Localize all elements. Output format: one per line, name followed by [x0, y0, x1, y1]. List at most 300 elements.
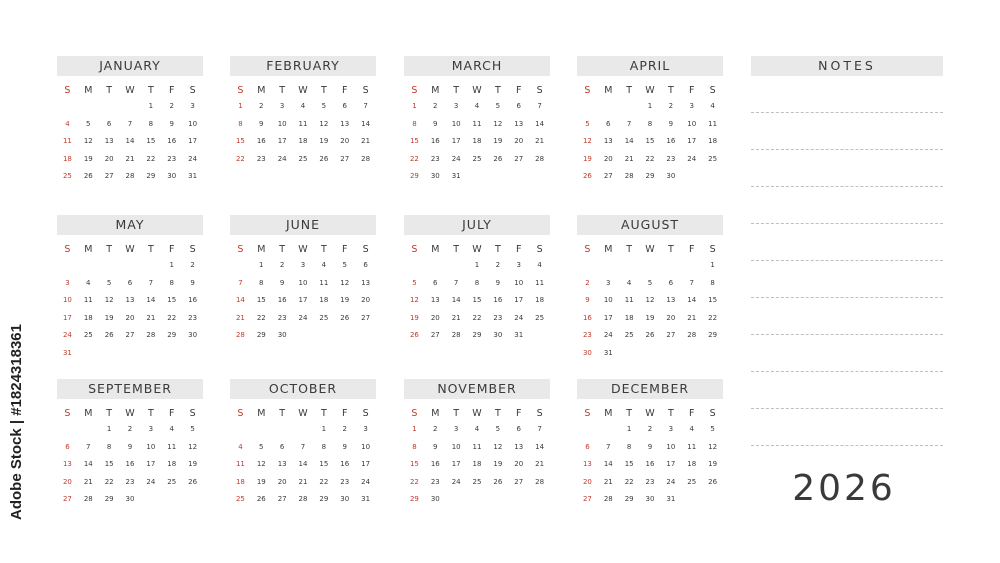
day-cell: 4 — [238, 442, 243, 451]
day-cell: 12 — [188, 442, 198, 451]
day-cell — [230, 257, 251, 275]
day-cell: 27 — [125, 331, 135, 340]
day-cell: 24 — [603, 331, 613, 340]
day-cell: 6 — [516, 425, 521, 433]
week-row — [404, 168, 550, 186]
day-cell: 10 — [687, 119, 697, 128]
day-cell: 17 — [451, 137, 461, 146]
day-cell: 8 — [412, 119, 417, 128]
week-row — [230, 439, 376, 457]
day-cell: 27 — [514, 477, 524, 486]
note-line — [751, 113, 943, 150]
day-cell: 7 — [689, 278, 694, 287]
day-cell: 10 — [451, 119, 461, 128]
day-cell — [334, 327, 355, 345]
day-cell: 10 — [146, 442, 156, 451]
day-cell: 20 — [340, 137, 350, 146]
week-row — [230, 310, 376, 328]
day-cell: 30 — [493, 331, 503, 340]
month-november — [404, 379, 550, 509]
day-cell: 9 — [127, 442, 133, 451]
day-cell — [640, 257, 661, 275]
day-cell: 14 — [146, 296, 156, 305]
day-cell: 28 — [687, 331, 697, 340]
weekday-label: T — [106, 85, 113, 96]
day-cell: 16 — [277, 296, 287, 305]
week-row — [230, 456, 376, 474]
weekday-label: W — [298, 408, 308, 419]
day-cell: 15 — [146, 137, 156, 146]
day-cell: 7 — [127, 119, 133, 128]
week-row — [57, 257, 203, 275]
notes-panel — [751, 56, 943, 446]
note-line — [751, 150, 943, 187]
day-cell: 5 — [710, 425, 715, 433]
day-cell: 22 — [167, 313, 177, 322]
weekday-label: F — [688, 408, 695, 419]
weekday-label: S — [237, 244, 244, 255]
day-cell: 9 — [259, 119, 264, 128]
day-cell: 7 — [453, 278, 459, 287]
day-cell: 22 — [409, 154, 419, 163]
week-row — [230, 151, 376, 169]
weekday-label: F — [168, 408, 175, 419]
weekday-label: F — [341, 244, 348, 255]
day-cell: 15 — [624, 460, 634, 469]
week-row — [577, 116, 723, 134]
day-cell: 30 — [340, 495, 350, 504]
day-cell: 30 — [430, 495, 440, 504]
day-cell: 19 — [188, 460, 198, 469]
week-row — [57, 421, 203, 439]
day-cell: 17 — [451, 460, 461, 469]
week-row — [404, 421, 550, 439]
day-cell: 19 — [493, 460, 503, 469]
day-cell: 4 — [474, 425, 480, 433]
weekday-label: F — [515, 85, 522, 96]
day-cell — [529, 491, 550, 509]
week-row — [57, 116, 203, 134]
day-cell: 13 — [514, 442, 524, 451]
day-cell: 13 — [603, 137, 613, 146]
weekday-header — [230, 243, 376, 257]
day-cell: 4 — [710, 102, 715, 110]
day-cell: 26 — [319, 154, 329, 163]
day-cell: 12 — [645, 296, 655, 305]
day-cell — [660, 257, 681, 275]
day-cell: 13 — [514, 119, 524, 128]
day-cell: 16 — [256, 137, 266, 146]
day-cell: 18 — [167, 460, 177, 469]
weekday-label: T — [147, 244, 154, 255]
day-cell: 22 — [104, 477, 114, 486]
day-cell: 17 — [146, 460, 156, 469]
week-row — [577, 345, 723, 363]
week-row — [404, 116, 550, 134]
day-cell: 15 — [319, 460, 329, 469]
day-cell: 23 — [666, 154, 676, 163]
day-cell: 22 — [146, 154, 156, 163]
day-cell: 22 — [409, 477, 419, 486]
weekday-label: M — [431, 85, 440, 96]
day-cell: 19 — [708, 460, 718, 469]
day-cell: 3 — [363, 425, 368, 433]
day-cell: 8 — [169, 278, 174, 287]
day-cell: 16 — [125, 460, 135, 469]
day-cell: 22 — [235, 154, 245, 163]
day-cell — [57, 257, 78, 275]
weekday-label: S — [584, 244, 591, 255]
day-cell — [446, 257, 467, 275]
weekday-label: M — [604, 408, 613, 419]
weekday-label: S — [536, 408, 543, 419]
weekday-label: S — [189, 85, 196, 96]
day-cell: 26 — [493, 154, 503, 163]
day-cell: 21 — [146, 313, 156, 322]
day-cell: 2 — [433, 102, 438, 110]
day-cell: 7 — [148, 278, 154, 287]
month-september — [57, 379, 203, 509]
day-cell: 13 — [430, 296, 440, 305]
day-cell: 23 — [125, 477, 135, 486]
day-cell: 24 — [514, 313, 524, 322]
day-cell: 28 — [125, 172, 135, 181]
day-cell: 26 — [340, 313, 350, 322]
day-cell: 19 — [493, 137, 503, 146]
day-cell: 5 — [259, 442, 264, 451]
day-cell: 28 — [624, 172, 634, 181]
weekday-label: M — [84, 85, 93, 96]
weekday-label: T — [106, 244, 113, 255]
day-cell: 15 — [472, 296, 482, 305]
day-cell: 18 — [62, 154, 72, 163]
day-cell: 3 — [453, 425, 459, 433]
day-cell: 24 — [451, 477, 461, 486]
day-cell: 2 — [279, 261, 285, 269]
day-cell: 12 — [708, 442, 718, 451]
day-cell: 21 — [235, 313, 245, 322]
day-cell: 14 — [687, 296, 697, 305]
day-cell: 3 — [689, 102, 694, 110]
day-cell: 4 — [321, 261, 327, 269]
day-cell: 11 — [235, 460, 245, 469]
week-row — [577, 151, 723, 169]
day-cell: 11 — [472, 119, 482, 128]
day-cell: 23 — [430, 477, 440, 486]
weekday-header — [404, 243, 550, 257]
month-august — [577, 215, 723, 363]
day-cell: 19 — [645, 313, 655, 322]
day-cell: 25 — [62, 172, 72, 181]
week-row — [577, 327, 723, 345]
month-title: APRIL — [577, 56, 723, 76]
day-cell: 19 — [582, 154, 592, 163]
week-row — [577, 168, 723, 186]
day-cell: 27 — [666, 331, 676, 340]
note-line — [751, 335, 943, 372]
month-title: SEPTEMBER — [57, 379, 203, 399]
day-cell: 25 — [687, 477, 697, 486]
weekday-label: M — [257, 244, 266, 255]
day-cell: 29 — [409, 172, 419, 181]
day-cell: 28 — [535, 154, 545, 163]
day-cell: 14 — [624, 137, 634, 146]
day-cell: 29 — [409, 495, 419, 504]
day-cell: 9 — [668, 119, 674, 128]
day-cell: 16 — [167, 137, 177, 146]
day-cell — [446, 491, 467, 509]
day-cell: 17 — [298, 296, 308, 305]
week-row — [230, 98, 376, 116]
day-cell: 27 — [62, 495, 72, 504]
day-cell: 28 — [83, 495, 93, 504]
day-cell: 1 — [710, 261, 715, 269]
note-line — [751, 372, 943, 409]
week-row — [230, 292, 376, 310]
day-cell — [78, 257, 99, 275]
day-cell: 5 — [495, 425, 501, 433]
day-cell: 30 — [582, 348, 592, 357]
weekday-header — [57, 243, 203, 257]
day-cell: 3 — [453, 102, 459, 110]
day-cell — [508, 168, 529, 186]
day-cell: 2 — [433, 425, 438, 433]
week-row — [577, 456, 723, 474]
day-cell: 27 — [277, 495, 287, 504]
day-cell — [57, 98, 78, 116]
day-cell: 31 — [62, 348, 72, 357]
month-title: MAY — [57, 215, 203, 235]
day-cell — [702, 491, 723, 509]
day-cell — [487, 491, 508, 509]
day-cell: 20 — [582, 477, 592, 486]
weekday-label: F — [168, 244, 175, 255]
week-row — [57, 439, 203, 457]
weekday-label: T — [320, 85, 327, 96]
day-cell: 5 — [342, 261, 347, 269]
day-cell: 6 — [363, 261, 368, 269]
day-cell: 20 — [361, 296, 371, 305]
day-cell: 30 — [188, 331, 198, 340]
day-cell: 8 — [238, 119, 243, 128]
day-cell: 8 — [106, 442, 112, 451]
day-cell: 23 — [645, 477, 655, 486]
day-cell: 29 — [319, 495, 329, 504]
month-title: AUGUST — [577, 215, 723, 235]
day-cell: 26 — [104, 331, 114, 340]
day-cell: 7 — [238, 278, 243, 287]
day-cell: 29 — [167, 331, 177, 340]
day-cell: 20 — [430, 313, 440, 322]
week-row — [57, 151, 203, 169]
day-cell — [681, 345, 702, 363]
week-row — [57, 292, 203, 310]
day-cell: 15 — [256, 296, 266, 305]
day-cell: 24 — [361, 477, 371, 486]
week-row — [57, 310, 203, 328]
day-cell — [78, 421, 99, 439]
day-cell: 12 — [493, 119, 503, 128]
week-row — [577, 439, 723, 457]
weekday-header — [57, 407, 203, 421]
weekday-label: W — [298, 244, 308, 255]
day-cell: 15 — [104, 460, 114, 469]
day-cell: 11 — [83, 296, 93, 305]
week-row — [404, 456, 550, 474]
weekday-label: W — [125, 408, 135, 419]
weekday-label: M — [257, 408, 266, 419]
day-cell: 15 — [409, 137, 419, 146]
weekday-label: T — [626, 244, 633, 255]
weekday-label: F — [688, 85, 695, 96]
day-cell: 17 — [277, 137, 287, 146]
day-cell — [702, 345, 723, 363]
day-cell: 11 — [687, 442, 697, 451]
day-cell: 15 — [708, 296, 718, 305]
day-cell: 21 — [125, 154, 135, 163]
day-cell: 6 — [585, 442, 590, 451]
day-cell — [681, 491, 702, 509]
day-cell — [681, 168, 702, 186]
day-cell: 14 — [235, 296, 245, 305]
day-cell: 23 — [582, 331, 592, 340]
day-cell — [619, 98, 640, 116]
week-row — [577, 474, 723, 492]
day-cell: 17 — [514, 296, 524, 305]
notes-title: NOTES — [751, 56, 943, 76]
day-cell: 18 — [708, 137, 718, 146]
day-cell: 31 — [603, 348, 613, 357]
day-cell: 8 — [148, 119, 154, 128]
day-cell: 11 — [167, 442, 177, 451]
weekday-label: S — [411, 244, 418, 255]
day-cell: 17 — [188, 137, 198, 146]
day-cell: 1 — [148, 102, 154, 110]
day-cell: 16 — [188, 296, 198, 305]
weekday-header — [57, 84, 203, 98]
weekday-label: M — [431, 408, 440, 419]
day-cell: 12 — [493, 442, 503, 451]
day-cell: 28 — [235, 331, 245, 340]
day-cell: 1 — [238, 102, 243, 110]
day-cell: 26 — [493, 477, 503, 486]
day-cell: 17 — [666, 460, 676, 469]
day-cell: 30 — [277, 331, 287, 340]
day-cell: 11 — [708, 119, 718, 128]
day-cell: 12 — [319, 119, 329, 128]
day-cell: 6 — [433, 278, 438, 287]
day-cell: 2 — [190, 261, 195, 269]
day-cell: 24 — [298, 313, 308, 322]
day-cell: 20 — [277, 477, 287, 486]
day-cell: 2 — [342, 425, 347, 433]
day-cell: 7 — [537, 102, 542, 110]
day-cell: 28 — [535, 477, 545, 486]
day-cell: 28 — [146, 331, 156, 340]
weekday-label: T — [494, 408, 501, 419]
day-cell — [619, 345, 640, 363]
week-row — [577, 275, 723, 293]
weekday-label: F — [515, 408, 522, 419]
day-cell — [660, 345, 681, 363]
day-cell: 7 — [86, 442, 91, 451]
day-cell: 3 — [300, 261, 306, 269]
day-cell: 6 — [127, 278, 133, 287]
day-cell: 4 — [86, 278, 91, 287]
day-cell: 4 — [689, 425, 694, 433]
week-row — [57, 491, 203, 509]
day-cell: 19 — [340, 296, 350, 305]
day-cell: 23 — [256, 154, 266, 163]
month-title: FEBRUARY — [230, 56, 376, 76]
day-cell: 27 — [603, 172, 613, 181]
day-cell: 27 — [514, 154, 524, 163]
month-title: JULY — [404, 215, 550, 235]
weekday-label: S — [709, 85, 716, 96]
day-cell: 21 — [451, 313, 461, 322]
day-cell: 7 — [537, 425, 542, 433]
day-cell: 16 — [430, 137, 440, 146]
day-cell: 7 — [300, 442, 306, 451]
day-cell — [681, 257, 702, 275]
weekday-header — [230, 407, 376, 421]
weekday-label: S — [709, 408, 716, 419]
week-row — [57, 327, 203, 345]
day-cell: 1 — [321, 425, 327, 433]
weekday-label: T — [626, 85, 633, 96]
day-cell: 14 — [298, 460, 308, 469]
day-cell: 29 — [708, 331, 718, 340]
day-cell: 26 — [409, 331, 419, 340]
weekday-label: W — [298, 85, 308, 96]
day-cell: 11 — [298, 119, 308, 128]
day-cell: 8 — [474, 278, 480, 287]
weekday-label: T — [147, 85, 154, 96]
day-cell: 31 — [188, 172, 198, 181]
weekday-label: S — [536, 244, 543, 255]
day-cell: 4 — [65, 119, 70, 128]
weekday-label: W — [472, 408, 482, 419]
day-cell: 25 — [472, 477, 482, 486]
weekday-header — [577, 407, 723, 421]
day-cell: 31 — [514, 331, 524, 340]
day-cell — [140, 257, 161, 275]
day-cell: 10 — [277, 119, 287, 128]
day-cell: 20 — [125, 313, 135, 322]
day-cell: 29 — [104, 495, 114, 504]
week-row — [577, 98, 723, 116]
day-cell: 8 — [647, 119, 653, 128]
week-row — [230, 474, 376, 492]
day-cell: 11 — [624, 296, 634, 305]
weekday-label: T — [453, 85, 460, 96]
day-cell: 17 — [62, 313, 72, 322]
weekday-label: S — [411, 408, 418, 419]
day-cell: 6 — [668, 278, 674, 287]
day-cell: 9 — [169, 119, 174, 128]
weekday-label: F — [515, 244, 522, 255]
weekday-label: T — [494, 85, 501, 96]
weekday-label: F — [341, 408, 348, 419]
day-cell: 2 — [668, 102, 674, 110]
day-cell: 14 — [535, 442, 545, 451]
day-cell: 11 — [535, 278, 545, 287]
note-line — [751, 261, 943, 298]
day-cell: 10 — [603, 296, 613, 305]
day-cell — [78, 345, 99, 363]
day-cell: 21 — [361, 137, 371, 146]
day-cell: 9 — [585, 296, 590, 305]
